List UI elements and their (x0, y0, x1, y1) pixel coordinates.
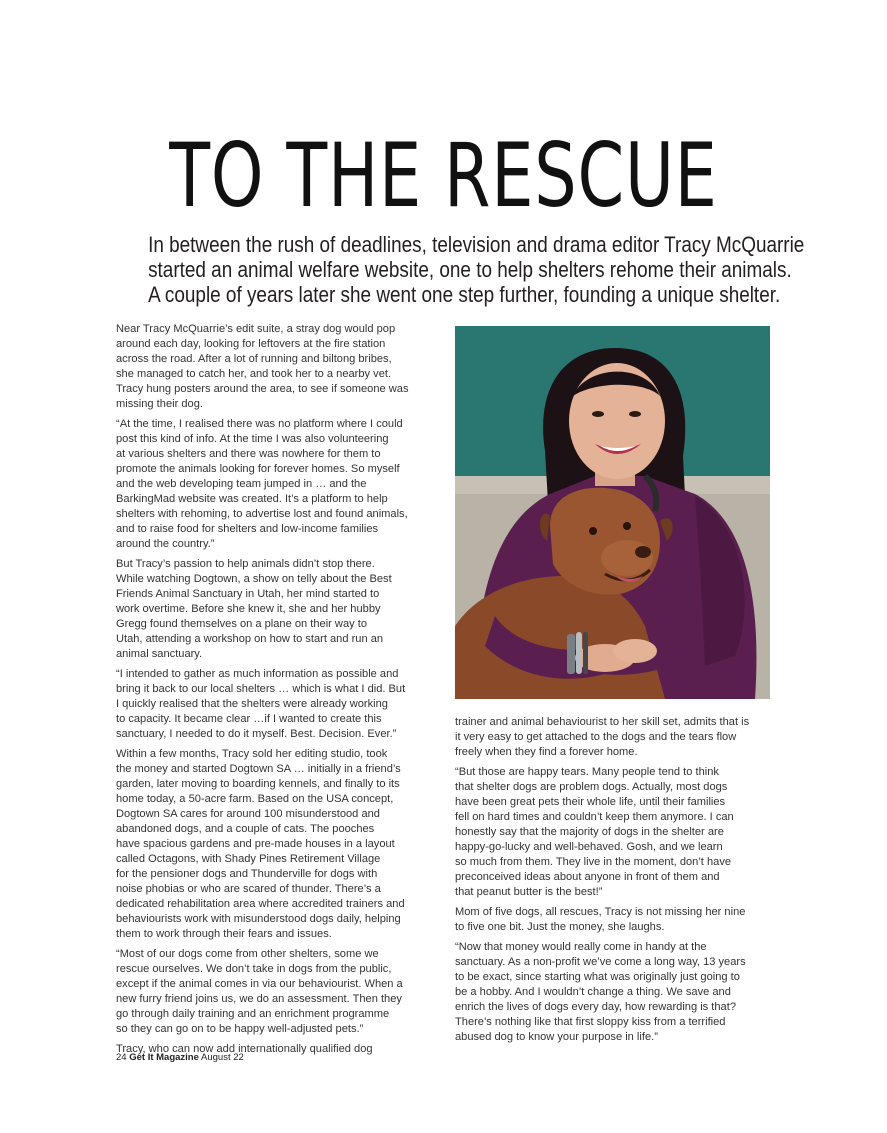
body-line: the money and started Dogtown SA … initially in a friend’s (116, 763, 401, 775)
issue-date: August 22 (201, 1052, 244, 1063)
body-line: new furry friend joins us, we do an assessment. Then they (116, 993, 402, 1005)
body-line: Near Tracy McQuarrie’s edit suite, a stray dog would pop (116, 323, 396, 335)
body-line: across the road. After a lot of running and biltong bribes, (116, 353, 392, 365)
body-line: Dogtown SA cares for around 100 misunderstood and (116, 808, 380, 820)
body-line: except if the animal comes in via our behaviourist. When a (116, 978, 403, 990)
body-line: animal sanctuary. (116, 648, 203, 660)
body-line: “I intended to gather as much information as possible and (116, 668, 399, 680)
body-line: bring it back to our local shelters … which is what I did. But (116, 683, 406, 695)
body-line: I quickly realised that the shelters were already working (116, 698, 388, 710)
body-line: and to raise food for shelters and low-income families (116, 523, 379, 535)
body-line: Within a few months, Tracy sold her editing studio, took (116, 748, 388, 760)
body-line: to capacity. It became clear …if I wanted to create this (116, 713, 382, 725)
body-line: so they can go on to be happy well-adjusted pets.” (116, 1023, 364, 1035)
body-paragraph (116, 557, 432, 662)
body-line: be a hobby. And I wouldn’t change a thing. We save and (455, 986, 731, 998)
body-line: shelters with rehoming, to advertise lost and found animals, (116, 508, 408, 520)
body-line: missing their dog. (116, 398, 203, 410)
page-number: 24 (116, 1052, 127, 1063)
body-line: post this kind of info. At the time I was also volunteering (116, 433, 389, 445)
body-line: dedicated rehabilitation area where accredited trainers and (116, 898, 405, 910)
page-footer (116, 1052, 244, 1064)
body-line: “Now that money would really come in handy at the (455, 941, 707, 953)
standfirst (100, 232, 805, 307)
body-line: Gregg found themselves on a plane on their way to (116, 618, 367, 630)
body-line: she managed to catch her, and took her to a nearby vet. (116, 368, 392, 380)
body-paragraph (116, 747, 432, 942)
portrait-photo (455, 326, 770, 699)
body-line: Friends Animal Sanctuary in Utah, her mind started to (116, 588, 380, 600)
body-line: Mom of five dogs, all rescues, Tracy is not missing her nine (455, 906, 746, 918)
body-paragraph (455, 715, 771, 760)
body-line: Utah, attending a workshop on how to start and run an (116, 633, 384, 645)
body-line: rescue ourselves. We don’t take in dogs from the public, (116, 963, 392, 975)
body-line: trainer and animal behaviourist to her skill set, admits that is (455, 716, 750, 728)
body-line: garden, later moving to boarding kennels, and finally to its (116, 778, 400, 790)
body-line: them to work through their fears and issues. (116, 928, 332, 940)
body-line: around each day, looking for leftovers at the fire station (116, 338, 386, 350)
body-paragraph (116, 322, 432, 412)
body-line: “But those are happy tears. Many people tend to think (455, 766, 719, 778)
body-line: Tracy, who can now add internationally qualified dog (116, 1043, 373, 1055)
body-paragraph (455, 905, 771, 935)
body-line: work overtime. Before she knew it, she and her hubby (116, 603, 381, 615)
body-line: “At the time, I realised there was no platform where I could (116, 418, 403, 430)
body-line: and the web developing team jumped in … and the (116, 478, 367, 490)
body-line: preconceived ideas about anyone in front of them and (455, 871, 720, 883)
body-line: abandoned dogs, and a couple of cats. The pooches (116, 823, 375, 835)
body-line: Tracy hung posters around the area, to see if someone was (116, 383, 409, 395)
body-line: at various shelters and there was nowhere for them to (116, 448, 381, 460)
body-line: that peanut butter is the best!” (455, 886, 603, 898)
body-line: fell on hard times and couldn’t keep them anymore. I can (455, 811, 734, 823)
body-line: behaviourists work with misunderstood dogs daily, helping (116, 913, 401, 925)
body-line: have been great pets their whole life, until their families (455, 796, 726, 808)
body-line: abused dog to know your purpose in life.” (455, 1031, 658, 1043)
body-line: around the country.” (116, 538, 215, 550)
standfirst-line: A couple of years later she went one step further, founding a unique shelter. (148, 282, 781, 307)
body-line: happy-go-lucky and well-behaved. Gosh, and we learn (455, 841, 723, 853)
body-paragraph (455, 765, 771, 900)
body-line: it very easy to get attached to the dogs and the tears flow (455, 731, 737, 743)
body-line: go through daily training and an enrichment programme (116, 1008, 390, 1020)
body-column-right (455, 715, 771, 1050)
body-line: honestly say that the majority of dogs in the shelter are (455, 826, 724, 838)
publication-name: Get It Magazine (129, 1052, 199, 1063)
body-line: But Tracy’s passion to help animals didn’t stop there. (116, 558, 375, 570)
body-line: that shelter dogs are problem dogs. Actually, most dogs (455, 781, 728, 793)
body-line: promote the animals looking for forever homes. So myself (116, 463, 400, 475)
body-line: for the pensioner dogs and Thunderville for dogs with (116, 868, 378, 880)
body-line: sanctuary, I needed to do it myself. Best. Decision. Ever.” (116, 728, 397, 740)
standfirst-line: In between the rush of deadlines, television and drama editor Tracy McQuarrie (148, 232, 805, 257)
article-title: TO THE RESCUE (169, 124, 718, 227)
body-line: called Octagons, with Shady Pines Retirement Village (116, 853, 381, 865)
body-line: to be exact, since starting what was originally just going to (455, 971, 740, 983)
body-line: “Most of our dogs come from other shelters, some we (116, 948, 379, 960)
body-line: to five one bit. Just the money, she laughs. (455, 921, 665, 933)
body-line: have spacious gardens and pre-made houses in a layout (116, 838, 395, 850)
body-line: noise phobias or who are scared of thunder. There’s a (116, 883, 381, 895)
body-column-left (116, 322, 432, 1062)
body-line: freely when they find a forever home. (455, 746, 638, 758)
body-line: enrich the lives of dogs every day, how rewarding is that? (455, 1001, 736, 1013)
body-line: BarkingMad website was created. It’s a platform to help (116, 493, 388, 505)
standfirst-line: started an animal welfare website, one to help shelters rehome their animals. (148, 257, 792, 282)
body-paragraph (116, 417, 432, 552)
body-line: so much from them. They live in the moment, don’t have (455, 856, 732, 868)
body-paragraph (116, 667, 432, 742)
body-paragraph (116, 947, 432, 1037)
body-line: sanctuary. As a non-profit we’ve come a long way, 13 years (455, 956, 746, 968)
body-paragraph (455, 940, 771, 1045)
body-line: There’s nothing like that first sloppy kiss from a terrified (455, 1016, 726, 1028)
body-line: While watching Dogtown, a show on telly about the Best (116, 573, 392, 585)
body-line: home today, a 50-acre farm. Based on the USA concept, (116, 793, 394, 805)
